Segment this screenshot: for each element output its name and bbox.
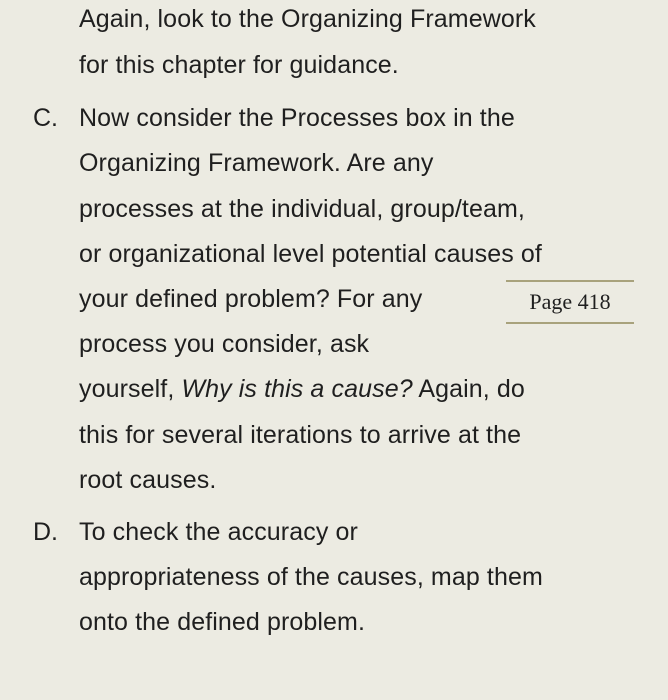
item-c-line-5: your defined problem? For any [79,285,423,313]
item-d-line-1: To check the accuracy or [79,518,358,546]
item-d-line-3: onto the defined problem. [79,608,366,636]
list-marker-d: D. [33,518,58,546]
intro-line-1: Again, look to the Organizing Framework [79,5,536,33]
page-marker [506,280,634,324]
item-c-line-6: process you consider, ask [79,330,370,358]
list-marker-c: C. [33,104,58,132]
item-c-line-4: or organizational level potential causes of [79,240,542,268]
item-d-line-2: appropriateness of the causes, map them [79,563,543,591]
item-c-line-7-start: yourself, [79,375,182,403]
intro-line-2: for this chapter for guidance. [79,51,399,79]
item-c-line-1: Now consider the Processes box in the [79,104,515,132]
item-c-line-8: this for several iterations to arrive at the [79,421,522,449]
item-c-line-2: Organizing Framework. Are any [79,149,434,177]
item-c-line-3: processes at the individual, group/team, [79,195,525,223]
item-c-italic-question: Why is this a cause? [181,375,413,403]
item-c-line-9: root causes. [79,466,217,494]
item-c-line-7-end: Again, do [412,375,525,403]
page-marker-label: Page 418 [529,289,611,314]
item-c-line-7 [79,374,525,404]
